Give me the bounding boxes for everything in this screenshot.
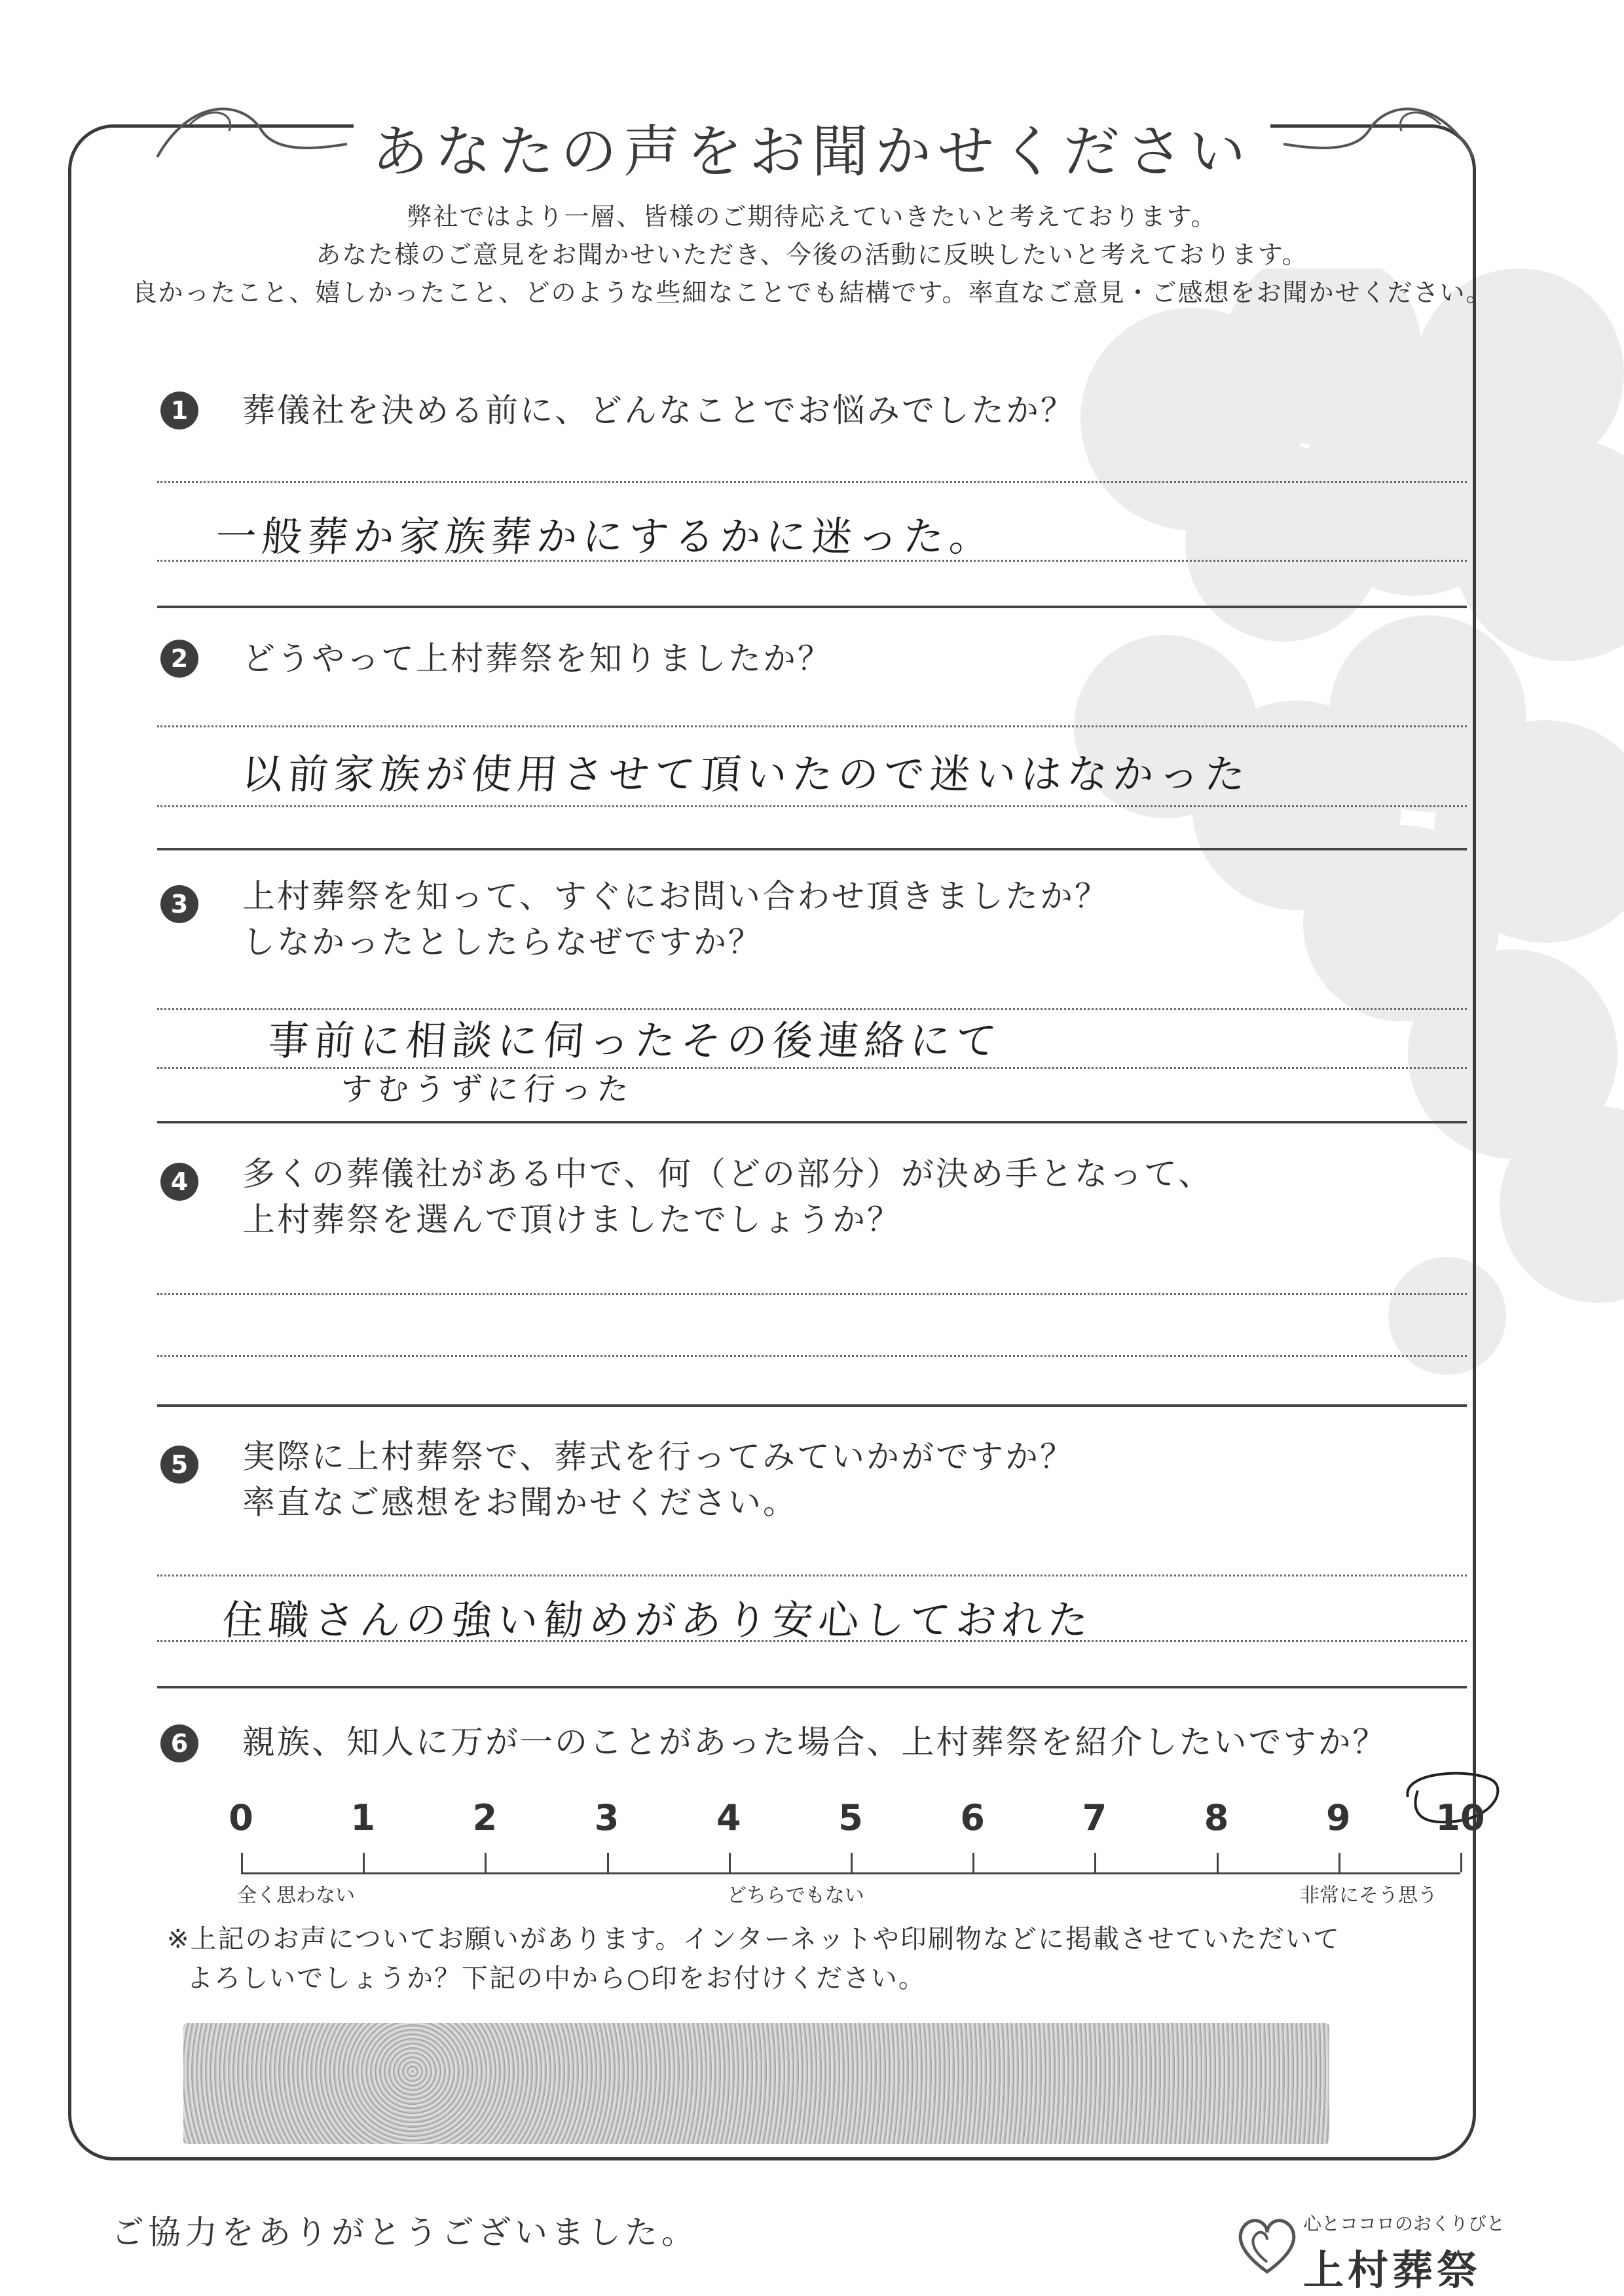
scale-number[interactable]: 3: [594, 1797, 619, 1838]
scale-number[interactable]: 8: [1204, 1797, 1229, 1838]
scale-tick: [363, 1853, 365, 1872]
handwritten-answer: 住職さんの強い勧めがあり安心しておれた: [221, 1596, 1096, 1644]
notice-line: ※上記のお声についてお願いがあります。インターネットや印刷物などに掲載させていただいて: [167, 1924, 1340, 1954]
scale-low-label: 全く思わない: [237, 1884, 355, 1907]
intro-line: 弊社ではより一層、皆様のご期待応えていきたいと考えております。: [407, 202, 1217, 231]
scale-number[interactable]: 1: [350, 1797, 375, 1838]
answer-guide-line: [157, 1640, 1467, 1642]
section-divider: [157, 606, 1467, 608]
page-title: あなたの声をお聞かせください: [372, 119, 1252, 185]
scale-number[interactable]: 2: [472, 1797, 498, 1838]
question-text: 多くの葬儀社がある中で、何（どの部分）が決め手となって、: [242, 1155, 1213, 1193]
answer-guide-line: [157, 805, 1467, 807]
question-text: 葬儀社を決める前に、どんなことでお悩みでしたか？: [242, 392, 1075, 429]
scale-tick: [851, 1853, 853, 1872]
intro-line: 良かったこと、嬉しかったこと、どのような些細なことでも結構です。率直なご意見・ご感想をお聞かせください。: [132, 278, 1492, 307]
handwritten-answer: 以前家族が使用させて頂いたので迷いはなかった: [240, 750, 1253, 798]
question-text: 親族、知人に万が一のことがあった場合、上村葬祭を紹介したいですか？: [242, 1723, 1388, 1761]
scale-tick: [729, 1853, 731, 1872]
scale-tick: [1338, 1853, 1340, 1872]
scale-number[interactable]: 10: [1435, 1797, 1485, 1838]
answer-guide-line: [157, 1293, 1467, 1295]
handwritten-answer: すむうずに行った: [339, 1071, 635, 1108]
scale-high-label: 非常にそう思う: [1300, 1884, 1437, 1907]
scale-axis-line: [241, 1872, 1460, 1874]
scale-tick: [1460, 1853, 1462, 1872]
scale-number[interactable]: 5: [838, 1797, 863, 1838]
question-text: どうやって上村葬祭を知りましたか？: [242, 640, 832, 678]
scale-number[interactable]: 4: [716, 1797, 741, 1838]
scale-tick: [241, 1853, 243, 1872]
answer-guide-line: [157, 481, 1467, 483]
notice-line: よろしいでしょうか？下記の中から○印をお付けください。: [187, 1963, 926, 1994]
question-number-badge: 5: [160, 1446, 198, 1484]
logo-tagline: 心とココロのおくりびと: [1303, 2213, 1505, 2234]
question-number-badge: 4: [160, 1163, 198, 1201]
answer-guide-line: [157, 1575, 1467, 1576]
answer-guide-line: [157, 560, 1467, 562]
intro-line: あなた様のご意見をお聞かせいただき、今後の活動に反映したいと考えております。: [316, 240, 1308, 269]
scale-tick: [1094, 1853, 1096, 1872]
scale-number[interactable]: 9: [1326, 1797, 1351, 1838]
redacted-consent-area: [183, 2023, 1329, 2144]
section-divider: [157, 848, 1467, 850]
scale-number[interactable]: 0: [229, 1797, 253, 1838]
section-divider: [157, 1121, 1467, 1123]
section-divider: [157, 1404, 1467, 1407]
scale-mid-label: どちらでもない: [727, 1884, 864, 1907]
section-divider: [157, 1686, 1467, 1688]
scale-tick: [1217, 1853, 1219, 1872]
scale-tick: [972, 1853, 974, 1872]
question-text: 上村葬祭を選んで頂けましたでしょうか？: [242, 1201, 902, 1239]
answer-guide-line: [157, 725, 1467, 727]
handwritten-answer: 一般葬か家族葬かにするかに迷った。: [214, 513, 997, 560]
question-text: しなかったとしたらなぜですか？: [242, 923, 763, 961]
heart-logo-icon: [1231, 2210, 1303, 2282]
scale-tick: [607, 1853, 609, 1872]
scale-number[interactable]: 6: [960, 1797, 985, 1838]
handwritten-answer: 事前に相談に伺ったその後連絡にて: [267, 1017, 1004, 1065]
answer-guide-line: [157, 1355, 1467, 1357]
question-number-badge: 6: [160, 1724, 198, 1762]
scale-number[interactable]: 7: [1082, 1797, 1107, 1838]
question-number-badge: 1: [160, 392, 198, 429]
question-number-badge: 2: [160, 640, 198, 678]
question-text: 率直なご感想をお聞かせください。: [242, 1484, 798, 1522]
thanks-message: ご協力をありがとうございました。: [111, 2214, 698, 2251]
scale-tick: [485, 1853, 487, 1872]
logo-name: 上村葬祭: [1303, 2246, 1482, 2294]
question-number-badge: 3: [160, 885, 198, 923]
question-text: 上村葬祭を知って、すぐにお問い合わせ頂きましたか？: [242, 877, 1109, 915]
question-text: 実際に上村葬祭で、葬式を行ってみていかがですか？: [242, 1438, 1075, 1476]
